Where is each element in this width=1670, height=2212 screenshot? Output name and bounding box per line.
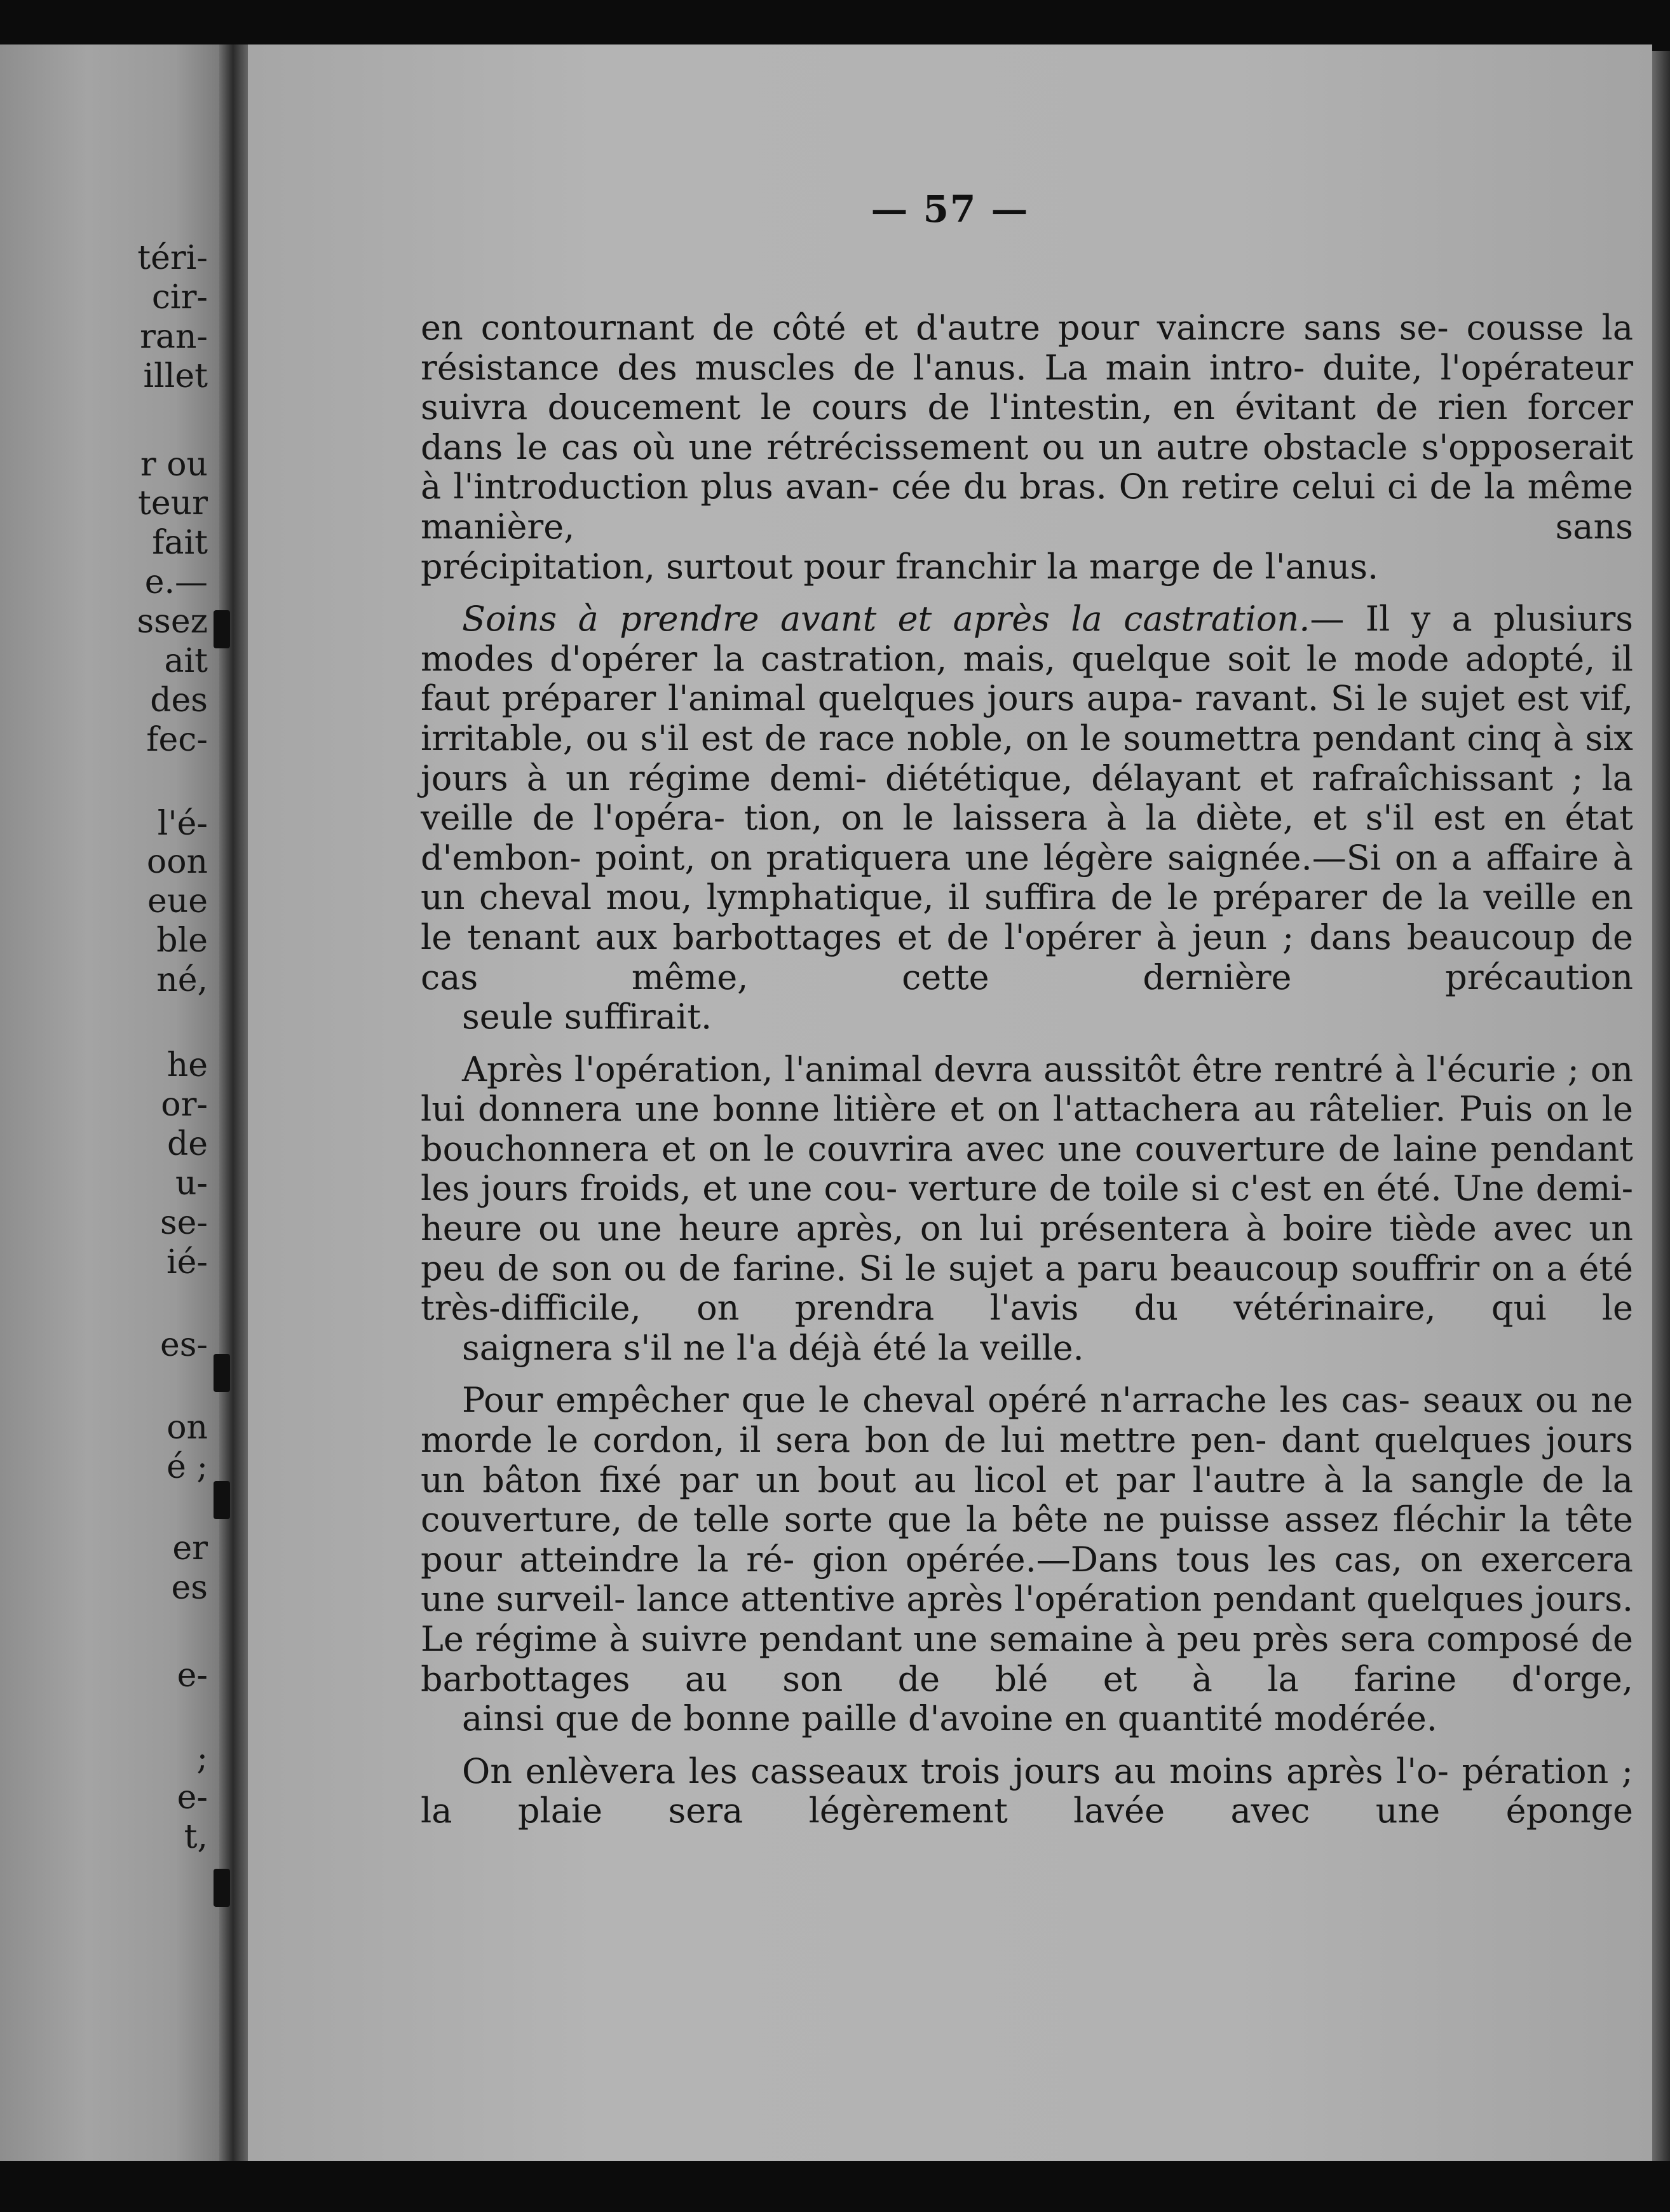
text-line: saignera s'il ne l'a déjà été la veille.	[462, 1327, 1084, 1368]
text-line: une couverture de laine pendant les jours froids, et une cou-	[421, 1128, 1633, 1209]
text-line: Après l'opération, l'animal devra aussitôt être rentré à	[462, 1049, 1415, 1089]
text-line: veille en le tenant aux barbottages et de l'opérer à jeun ;	[421, 877, 1633, 957]
left-page-line-fragment: fait	[152, 524, 208, 562]
text-line: au râtelier. Puis on le bouchonnera et on le couvrira avec	[421, 1089, 1634, 1169]
text-line: son ou de farine. Si le sujet a paru beaucoup souffrir on a	[551, 1248, 1567, 1288]
left-page-line-fragment: se-	[160, 1204, 208, 1242]
text-line: on le soumettra pendant cinq à six jours à un régime demi-	[421, 718, 1633, 798]
text-line: précipitation, surtout pour franchir la marge de l'anus.	[421, 546, 1379, 587]
paragraph	[421, 599, 1633, 1037]
left-page-line-fragment: de	[166, 1125, 208, 1163]
left-page-line-fragment: r ou	[140, 446, 208, 484]
binding-stitch	[214, 1481, 230, 1519]
text-line: seaux ou ne morde le cordon, il sera bon de lui mettre pen-	[421, 1380, 1633, 1461]
left-page-line-fragment: téri-	[137, 239, 208, 277]
left-page-line-fragment: er	[172, 1529, 208, 1567]
page-number: — 57 —	[871, 188, 1029, 231]
text-line: été très-difficile, on prendra l'avis du vétérinaire, qui le	[421, 1248, 1633, 1328]
book-gutter	[219, 44, 250, 2161]
text-line: ainsi que de bonne paille d'avoine en quantité modérée.	[462, 1698, 1437, 1739]
left-page-line-fragment: oon	[146, 843, 208, 881]
left-page-line-fragment: e-	[177, 1656, 208, 1695]
text-line: en contournant de côté et d'autre pour vaincre sans se-	[421, 308, 1449, 348]
left-page-line-fragment: ait	[164, 642, 208, 680]
binding-stitch	[214, 1869, 230, 1907]
left-page-line-fragment: eue	[147, 882, 208, 920]
text-line: la bête ne puisse assez fléchir la tête pour atteindre la ré-	[421, 1499, 1633, 1580]
left-page-line-fragment: ié-	[166, 1243, 208, 1281]
text-line: pération ; la plaie sera légèrement lavée avec une éponge	[421, 1751, 1634, 1831]
section-heading: Soins à prendre avant et après la castration.	[462, 599, 1310, 639]
left-page-line-fragment: cir-	[151, 278, 208, 317]
paragraph	[421, 1050, 1633, 1369]
text-line: tion, on le laissera à la diète, et s'il est en état d'embon-	[421, 798, 1633, 878]
left-page-line-fragment: fec-	[146, 721, 208, 759]
text-line: l'écurie ; on lui donnera une bonne litière et on l'attachera	[421, 1049, 1634, 1130]
text-line: Pour empêcher que le cheval opéré n'arrache les cas-	[462, 1380, 1410, 1421]
left-page-line-fragment: es-	[160, 1326, 208, 1364]
text-line: par l'autre à la sangle de la couverture, de telle sorte que	[421, 1459, 1633, 1540]
paragraph	[421, 308, 1633, 587]
heading-continuation: — Il y a	[1310, 599, 1472, 639]
text-line: gion opérée.—Dans tous les cas, on exercera une surveil-	[421, 1539, 1633, 1620]
text-line: en évitant de rien forcer dans le cas où une rétrécissement	[421, 387, 1633, 467]
text-line: un cheval mou, lymphatique, il suffira de le préparer de la	[421, 877, 1470, 918]
left-page-line-fragment: t,	[184, 1818, 208, 1856]
left-page-line-fragment: l'é-	[157, 805, 208, 843]
text-line: ravant. Si le sujet est vif, irritable, ou s'il est de race noble,	[421, 678, 1633, 758]
text-line: Le régime à suivre pendant une semaine à peu près sera	[421, 1619, 1415, 1659]
text-line: heure après, on lui présentera à boire tiède avec un peu de	[421, 1208, 1633, 1288]
binding-stitch	[214, 610, 230, 648]
left-page-line-fragment: teur	[137, 484, 208, 522]
paragraph	[421, 1381, 1633, 1738]
left-page-line-fragment: ssez	[137, 603, 208, 641]
left-page-line-fragment: es	[171, 1569, 208, 1607]
text-line: lance attentive après l'opération pendant quelques jours.	[636, 1579, 1633, 1620]
text-line: On enlèvera les casseaux trois jours au moins après l'o-	[462, 1751, 1449, 1791]
text-line: mode adopté, il faut préparer l'animal quelques jours aupa-	[421, 638, 1633, 719]
text-line: diététique, délayant et rafraîchissant ; la veille de l'opéra-	[421, 758, 1633, 838]
paragraph	[421, 1752, 1633, 1831]
text-line: seule suffirait.	[462, 997, 712, 1037]
text-line: cousse la résistance des muscles de l'anus. La main intro-	[421, 308, 1634, 388]
text-line: composé de barbottages au son de blé et à la farine d'orge,	[421, 1619, 1633, 1699]
page-body	[421, 308, 1633, 1831]
left-page-line-fragment: ran-	[140, 318, 208, 356]
text-line: plusiurs modes d'opérer la castration, mais, quelque soit le	[421, 599, 1633, 679]
text-line: dant quelques jours un bâton fixé par un bout au licol et	[421, 1420, 1633, 1500]
left-page-line-fragment: ble	[156, 922, 208, 960]
left-page-line-fragment: u-	[175, 1164, 208, 1203]
left-page-line-fragment: e.—	[144, 563, 208, 601]
left-page-line-fragment: é ;	[166, 1448, 208, 1486]
previous-page-fragment	[0, 44, 219, 2161]
left-page-line-fragment: or-	[161, 1086, 208, 1124]
binding-stitch	[214, 1354, 230, 1392]
text-line: ou un autre obstacle s'opposerait à l'introduction plus avan-	[421, 427, 1633, 507]
left-page-line-fragment: ;	[196, 1739, 208, 1777]
left-page-line-fragment: e-	[177, 1778, 208, 1817]
text-line: duite, l'opérateur suivra doucement le cours de l'intestin,	[421, 347, 1634, 428]
left-page-line-fragment: he	[166, 1046, 208, 1084]
left-page-line-fragment: illet	[143, 357, 208, 395]
left-page-line-fragment: on	[166, 1409, 208, 1447]
text-line: cée du bras. On retire celui ci de la même manière, sans	[421, 467, 1633, 547]
page-edge	[1652, 51, 1670, 2161]
page	[248, 44, 1652, 2161]
text-line: dans beaucoup de cas même, cette dernière précaution	[421, 917, 1634, 997]
left-page-line-fragment: né,	[156, 961, 208, 999]
text-line: verture de toile si c'est en été. Une demi-heure ou une	[421, 1168, 1633, 1249]
text-line: point, on pratiquera une légère saignée.—Si on a affaire à	[595, 837, 1634, 878]
left-page-line-fragment: des	[150, 681, 208, 720]
